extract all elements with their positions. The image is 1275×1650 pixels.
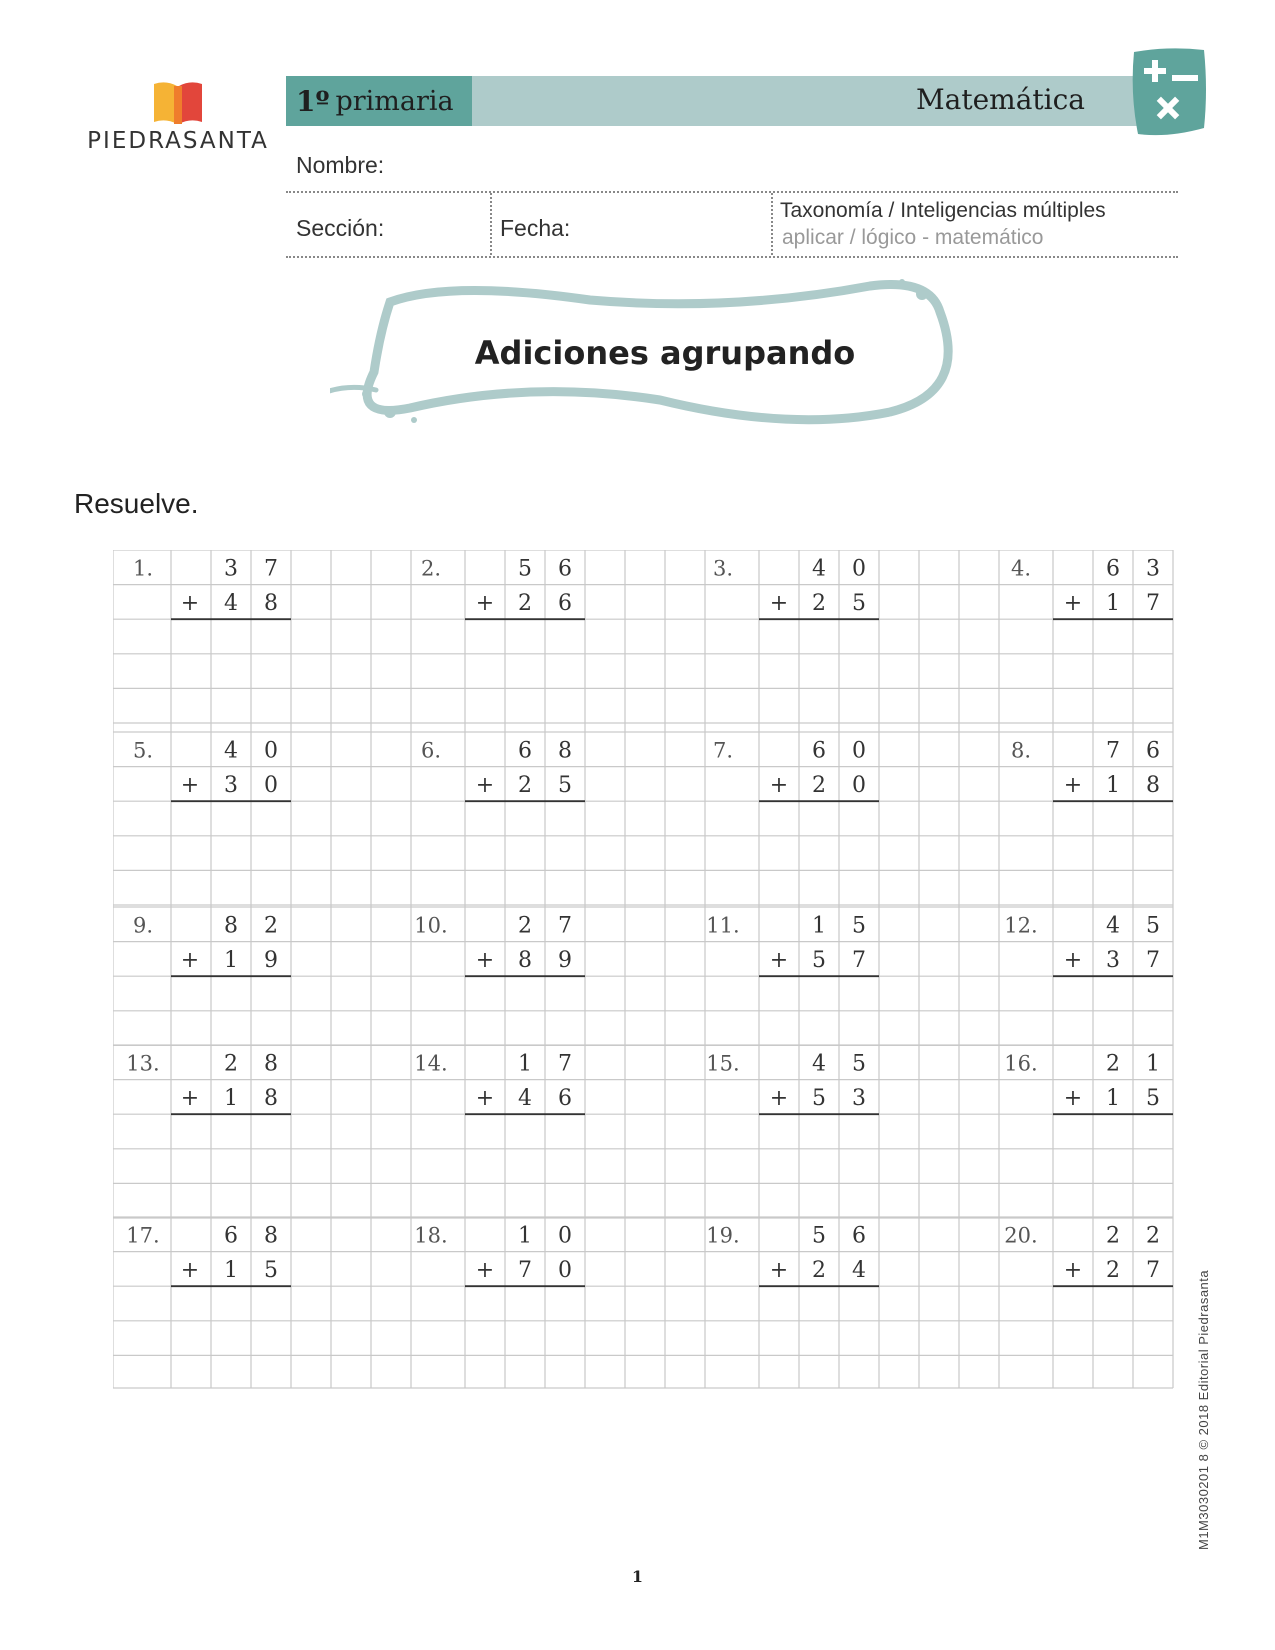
addend-digit: 3	[1106, 947, 1120, 973]
addend-digit: 6	[224, 1223, 238, 1249]
addend-digit: 2	[1106, 1051, 1120, 1077]
problem-number: 11.	[706, 913, 740, 938]
addend-digit: 1	[224, 1085, 238, 1111]
addend-digit: 8	[1146, 772, 1160, 798]
addend-digit: 2	[812, 772, 826, 798]
problem-number: 3.	[712, 556, 734, 581]
addend-digit: 5	[812, 1085, 826, 1111]
exercise-grid	[113, 550, 1176, 1390]
addend-digit: 2	[518, 913, 532, 939]
addend-digit: 1	[1106, 590, 1120, 616]
addend-digit: 7	[1146, 947, 1160, 973]
addend-digit: 5	[812, 1223, 826, 1249]
plus-sign: +	[180, 772, 200, 798]
instruction-text: Resuelve.	[74, 488, 199, 519]
problem-number: 18.	[414, 1223, 448, 1248]
taxonomy-values: aplicar / lógico - matemático	[782, 226, 1044, 249]
plus-sign: +	[769, 947, 789, 973]
taxonomy-label: Taxonomía / Inteligencias múltiples	[780, 199, 1106, 222]
addend-digit: 5	[264, 1257, 278, 1283]
addend-digit: 3	[224, 772, 238, 798]
plus-sign: +	[769, 590, 789, 616]
problem-number: 16.	[1004, 1051, 1038, 1076]
addend-digit: 6	[518, 738, 532, 764]
copyright-credit: M1M3030201 8 © 2018 Editorial Piedrasanta	[1196, 1269, 1211, 1550]
divider	[490, 193, 492, 255]
plus-sign: +	[1063, 947, 1083, 973]
addend-digit: 1	[812, 913, 826, 939]
math-operations-icon	[1128, 46, 1208, 142]
addend-digit: 7	[264, 556, 278, 582]
addend-digit: 2	[224, 1051, 238, 1077]
addend-digit: 2	[518, 590, 532, 616]
addend-digit: 2	[812, 590, 826, 616]
plus-sign: +	[475, 1085, 495, 1111]
name-field-label: Nombre:	[296, 152, 385, 178]
addend-digit: 6	[1146, 738, 1160, 764]
addend-digit: 0	[852, 738, 866, 764]
problem-number: 8.	[1010, 738, 1032, 763]
plus-sign: +	[180, 947, 200, 973]
addend-digit: 7	[1106, 738, 1120, 764]
problem-number: 17.	[126, 1223, 160, 1248]
addend-digit: 2	[518, 772, 532, 798]
problem-number: 2.	[420, 556, 442, 581]
exercise-grid-svg	[113, 550, 1176, 1390]
worksheet-title: Adiciones agrupando	[474, 334, 856, 372]
addend-digit: 1	[1106, 1085, 1120, 1111]
addend-digit: 8	[264, 1051, 278, 1077]
addend-digit: 4	[518, 1085, 532, 1111]
addend-digit: 1	[1146, 1051, 1160, 1077]
addend-digit: 2	[812, 1257, 826, 1283]
plus-sign: +	[475, 1257, 495, 1283]
addend-digit: 4	[852, 1257, 866, 1283]
addend-digit: 7	[852, 947, 866, 973]
addend-digit: 1	[518, 1051, 532, 1077]
addend-digit: 1	[518, 1223, 532, 1249]
addend-digit: 4	[224, 590, 238, 616]
addend-digit: 0	[852, 772, 866, 798]
addend-digit: 2	[264, 913, 278, 939]
page-number: 1	[631, 1567, 644, 1586]
addend-digit: 8	[518, 947, 532, 973]
addend-digit: 5	[852, 1051, 866, 1077]
addend-digit: 5	[558, 772, 572, 798]
addend-digit: 8	[264, 1085, 278, 1111]
addend-digit: 5	[1146, 913, 1160, 939]
addend-digit: 4	[812, 556, 826, 582]
plus-sign: +	[1063, 1257, 1083, 1283]
addend-digit: 6	[852, 1223, 866, 1249]
divider	[771, 193, 773, 255]
plus-sign: +	[180, 1257, 200, 1283]
section-field-label: Sección:	[296, 215, 385, 241]
addend-digit: 7	[1146, 1257, 1160, 1283]
addend-digit: 5	[852, 590, 866, 616]
addend-digit: 1	[224, 947, 238, 973]
addend-digit: 5	[852, 913, 866, 939]
addend-digit: 5	[812, 947, 826, 973]
problem-number: 13.	[126, 1051, 160, 1076]
grade-number: 1º	[296, 84, 330, 118]
problem-number: 20.	[1004, 1223, 1038, 1248]
addend-digit: 8	[264, 590, 278, 616]
addend-digit: 4	[812, 1051, 826, 1077]
plus-sign: +	[475, 772, 495, 798]
addend-digit: 2	[1106, 1223, 1120, 1249]
addend-digit: 0	[264, 738, 278, 764]
addend-digit: 7	[558, 1051, 572, 1077]
grade-text: primaria	[335, 85, 454, 117]
addend-digit: 2	[1106, 1257, 1120, 1283]
addend-digit: 0	[852, 556, 866, 582]
plus-sign: +	[1063, 1085, 1083, 1111]
plus-sign: +	[1063, 590, 1083, 616]
plus-sign: +	[1063, 772, 1083, 798]
addend-digit: 9	[264, 947, 278, 973]
addend-digit: 6	[558, 556, 572, 582]
problem-number: 7.	[712, 738, 734, 763]
divider	[286, 256, 1178, 258]
addend-digit: 8	[558, 738, 572, 764]
publisher-name: PIEDRASANTA	[87, 128, 269, 154]
addend-digit: 3	[1146, 556, 1160, 582]
addend-digit: 0	[558, 1223, 572, 1249]
plus-sign: +	[769, 772, 789, 798]
plus-sign: +	[180, 1085, 200, 1111]
problem-number: 19.	[706, 1223, 740, 1248]
problem-number: 5.	[132, 738, 154, 763]
problem-number: 9.	[132, 913, 154, 938]
date-field-label: Fecha:	[500, 215, 571, 241]
addend-digit: 7	[518, 1257, 532, 1283]
addend-digit: 0	[264, 772, 278, 798]
problem-number: 15.	[706, 1051, 740, 1076]
subject-title: Matemática	[915, 83, 1085, 116]
plus-sign: +	[180, 590, 200, 616]
addend-digit: 6	[812, 738, 826, 764]
addend-digit: 1	[224, 1257, 238, 1283]
addend-digit: 3	[224, 556, 238, 582]
addend-digit: 7	[558, 913, 572, 939]
addend-digit: 6	[1106, 556, 1120, 582]
addend-digit: 5	[518, 556, 532, 582]
addend-digit: 3	[852, 1085, 866, 1111]
problem-number: 12.	[1004, 913, 1038, 938]
plus-sign: +	[769, 1085, 789, 1111]
plus-sign: +	[475, 590, 495, 616]
addend-digit: 4	[224, 738, 238, 764]
addend-digit: 6	[558, 1085, 572, 1111]
publisher-logo-icon	[150, 78, 206, 128]
addend-digit: 9	[558, 947, 572, 973]
divider	[286, 191, 1178, 193]
addend-digit: 4	[1106, 913, 1120, 939]
addend-digit: 8	[264, 1223, 278, 1249]
problem-number: 6.	[420, 738, 442, 763]
plus-sign: +	[769, 1257, 789, 1283]
problem-number: 4.	[1010, 556, 1032, 581]
addend-digit: 0	[558, 1257, 572, 1283]
addend-digit: 2	[1146, 1223, 1160, 1249]
addend-digit: 7	[1146, 590, 1160, 616]
problem-number: 1.	[132, 556, 154, 581]
addend-digit: 8	[224, 913, 238, 939]
addend-digit: 6	[558, 590, 572, 616]
addend-digit: 5	[1146, 1085, 1160, 1111]
plus-sign: +	[475, 947, 495, 973]
problem-number: 10.	[414, 913, 448, 938]
grade-label	[286, 76, 472, 126]
addend-digit: 1	[1106, 772, 1120, 798]
problem-number: 14.	[414, 1051, 448, 1076]
